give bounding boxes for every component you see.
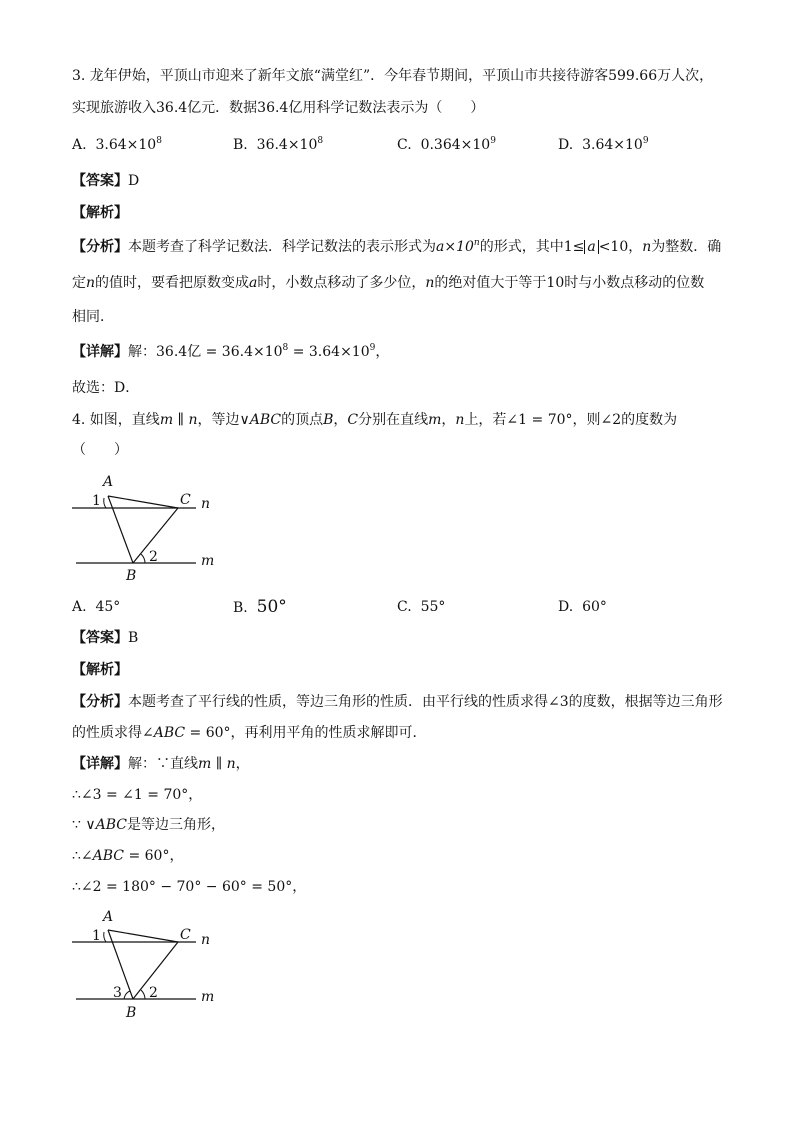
fig1-label-1: 1 (92, 493, 101, 509)
fig2-label-1: 1 (92, 928, 101, 944)
q4-option-d (558, 597, 607, 617)
fig2-angle2-arc (141, 990, 145, 999)
q4-stem-1m: 上，若∠1 = 70°，则∠2的度数为 (464, 412, 678, 428)
q4-stem-1j: m (428, 412, 442, 428)
q4-option-a-value: 45° (95, 599, 121, 615)
fig1-side-ac (108, 496, 178, 508)
q3-fenxi-tag: 【分析】 (72, 239, 128, 255)
q3-stem-line1: 3. 龙年伊始，平顶山市迎来了新年文旅“满堂红”．今年春节期间，平顶山市共接待游客599.66万人次， (72, 68, 714, 84)
q3-option-d-mantissa: 3.64×10 (582, 137, 643, 153)
q3-fenxi-1e: <10， (598, 239, 643, 255)
q3-fenxi-1d: a (587, 239, 596, 255)
q3-fenxi-2g: 的绝对值大于等于10时与小数点移动的位数 (434, 275, 705, 291)
q4-answer (72, 628, 138, 648)
q4-step4c: = 60°， (124, 848, 184, 864)
q4-stem-line2: （ ） (72, 442, 128, 458)
q3-option-b (233, 135, 323, 155)
q4-analysis-tag: 【解析】 (72, 662, 128, 678)
q3-option-b-label: B. (233, 137, 248, 153)
q4-detail-tag: 【详解】 (72, 756, 128, 772)
fig2-side-ac (108, 930, 178, 942)
q4-answer-value: B (128, 630, 139, 646)
fig2-label-n: n (201, 932, 211, 948)
q4-fenxi-tag: 【分析】 (72, 694, 128, 710)
q3-fenxi-1g: 为整数．确 (651, 239, 722, 255)
q3-fenxi-2c: 的值时，要看把原数变成 (95, 275, 250, 291)
q4-fenxi-line2 (72, 723, 427, 743)
q4-detail-1b: m ∥ n (198, 756, 236, 772)
q3-fenxi-2b: n (86, 275, 96, 291)
q4-detail-1c: ， (235, 756, 250, 772)
q3-choose: 故选：D． (72, 380, 140, 396)
q3-detail-tag: 【详解】 (72, 344, 128, 360)
fig1-label-b: B (126, 568, 137, 584)
q4-option-a-label: A. (72, 599, 87, 615)
q4-stem-1b: m ∥ n (159, 412, 198, 428)
fig2-angle3-arc (124, 991, 130, 999)
fig1-label-n: n (201, 496, 211, 512)
q4-stem-1l: n (455, 412, 465, 428)
q3-answer-tag: 【答案】 (72, 173, 128, 189)
q4-stem-1k: ， (441, 412, 456, 428)
q4-option-c-label: C. (397, 599, 412, 615)
fig1-label-m: m (201, 553, 215, 569)
q3-fenxi-line2 (72, 273, 704, 293)
q4-option-d-label: D. (558, 599, 574, 615)
q4-fenxi-line1 (72, 692, 723, 712)
q4-option-b-label: B. (233, 600, 248, 616)
q3-option-c-label: C. (397, 137, 412, 153)
fig2-label-b: B (126, 1005, 137, 1021)
q4-stem-1c: ，等边 (197, 412, 240, 428)
q4-figure-2 (70, 905, 220, 1023)
q3-fenxi-2e: 时，小数点移动了多少位， (257, 275, 426, 291)
q3-option-d (558, 135, 649, 155)
q4-stem-1g: ， (333, 412, 348, 428)
q3-fenxi-line3: 相同． (72, 309, 114, 325)
q4-step3b: ∨ABC (85, 817, 127, 833)
q4-option-c-value: 55° (420, 599, 446, 615)
q4-step5: ∴∠2 = 180° − 70° − 60° = 50°， (72, 879, 307, 895)
q4-fenxi-2a: 的性质求得∠ (72, 725, 154, 741)
q3-option-c-mantissa: 0.364×10 (420, 137, 491, 153)
q4-fenxi-2b: ABC (153, 725, 186, 741)
q3-fenxi-1b: a×10 (436, 239, 474, 255)
q4-step3c: 是等边三角形， (126, 817, 225, 833)
q3-fenxi-line1 (72, 237, 721, 257)
q4-step4 (72, 846, 183, 866)
q3-fenxi-1c: 的形式，其中1≤ (479, 239, 585, 255)
q3-option-a-mantissa: 3.64×10 (95, 137, 157, 153)
q3-fenxi-2f: n (425, 275, 435, 291)
q3-detail-1c: = 3.64×10 (288, 344, 370, 360)
q3-option-d-exponent: 9 (642, 136, 649, 146)
fig1-label-a: A (103, 474, 114, 490)
q3-answer (72, 171, 139, 191)
q3-answer-value: D (128, 173, 140, 189)
q4-fenxi-2c: = 60°，再利用平角的性质求解即可． (185, 725, 427, 741)
fig2-label-a: A (103, 909, 114, 925)
q4-stem-1i: 分别在直线 (358, 412, 429, 428)
fig2-angle1-arc (104, 932, 106, 942)
q4-step3 (72, 815, 225, 835)
q3-detail-1b: 8 (282, 343, 289, 353)
q3-option-a (72, 135, 162, 155)
fig2-label-2: 2 (149, 985, 158, 1001)
q3-option-c (397, 135, 496, 155)
fig1-side-ab (108, 496, 133, 563)
q3-detail (72, 342, 389, 362)
fig2-label-3: 3 (113, 985, 122, 1001)
q4-step2: ∴∠3 = ∠1 = 70°， (72, 787, 203, 803)
fig1-angle2-arc (141, 554, 145, 563)
q4-option-a (72, 597, 120, 617)
fig1-angle1-arc (104, 498, 106, 508)
q3-detail-1e: ， (375, 344, 390, 360)
q4-option-c (397, 597, 445, 617)
q3-fenxi-2a: 定 (72, 275, 86, 291)
q4-step4a: ∴∠ (72, 848, 93, 864)
q4-detail-1a: 解：∵直线 (128, 756, 198, 772)
q4-detail-line1 (72, 754, 250, 774)
q4-option-b (233, 597, 287, 618)
q3-detail-1d: 9 (369, 343, 376, 353)
q4-figure-1 (70, 470, 220, 585)
q4-option-d-value: 60° (582, 599, 607, 615)
q4-stem-1h: C (347, 412, 359, 428)
q4-stem-1d: ∨ABC (239, 412, 282, 428)
q3-fenxi-1a: 本题考查了科学记数法．科学记数法的表示形式为 (128, 239, 436, 255)
q3-fenxi-2d: a (249, 275, 258, 291)
q4-stem-1f: B (323, 412, 334, 428)
fig1-label-c: C (180, 492, 191, 508)
q4-stem-1e: 的顶点 (281, 412, 324, 428)
q3-option-b-exponent: 8 (317, 136, 324, 146)
q3-fenxi-1b-exp: n (473, 238, 480, 248)
q3-analysis-tag: 【解析】 (72, 205, 128, 221)
fig2-label-m: m (201, 989, 215, 1005)
q3-stem-line2: 实现旅游收入36.4亿元．数据36.4亿用科学记数法表示为（ ） (72, 100, 485, 116)
q3-fenxi-1f: n (642, 239, 652, 255)
q4-option-b-value: 50° (256, 597, 287, 617)
q4-stem-1a: 4. 如图，直线 (72, 412, 160, 428)
fig1-label-2: 2 (149, 549, 158, 565)
q3-option-a-label: A. (72, 137, 87, 153)
q4-step3a: ∵ (72, 817, 86, 833)
q4-fenxi-1: 本题考查了平行线的性质，等边三角形的性质．由平行线的性质求得∠3的度数，根据等边三角形 (128, 694, 723, 710)
q4-step4b: ABC (92, 848, 125, 864)
q3-detail-1a: 解：36.4亿 = 36.4×10 (128, 344, 283, 360)
q4-stem-line1 (72, 410, 677, 430)
fig2-label-c: C (180, 927, 191, 943)
q3-option-d-label: D. (558, 137, 574, 153)
q3-option-c-exponent: 9 (490, 136, 496, 146)
q4-answer-tag: 【答案】 (72, 630, 128, 646)
q3-option-a-exponent: 8 (156, 136, 162, 146)
q3-option-b-mantissa: 36.4×10 (256, 137, 318, 153)
